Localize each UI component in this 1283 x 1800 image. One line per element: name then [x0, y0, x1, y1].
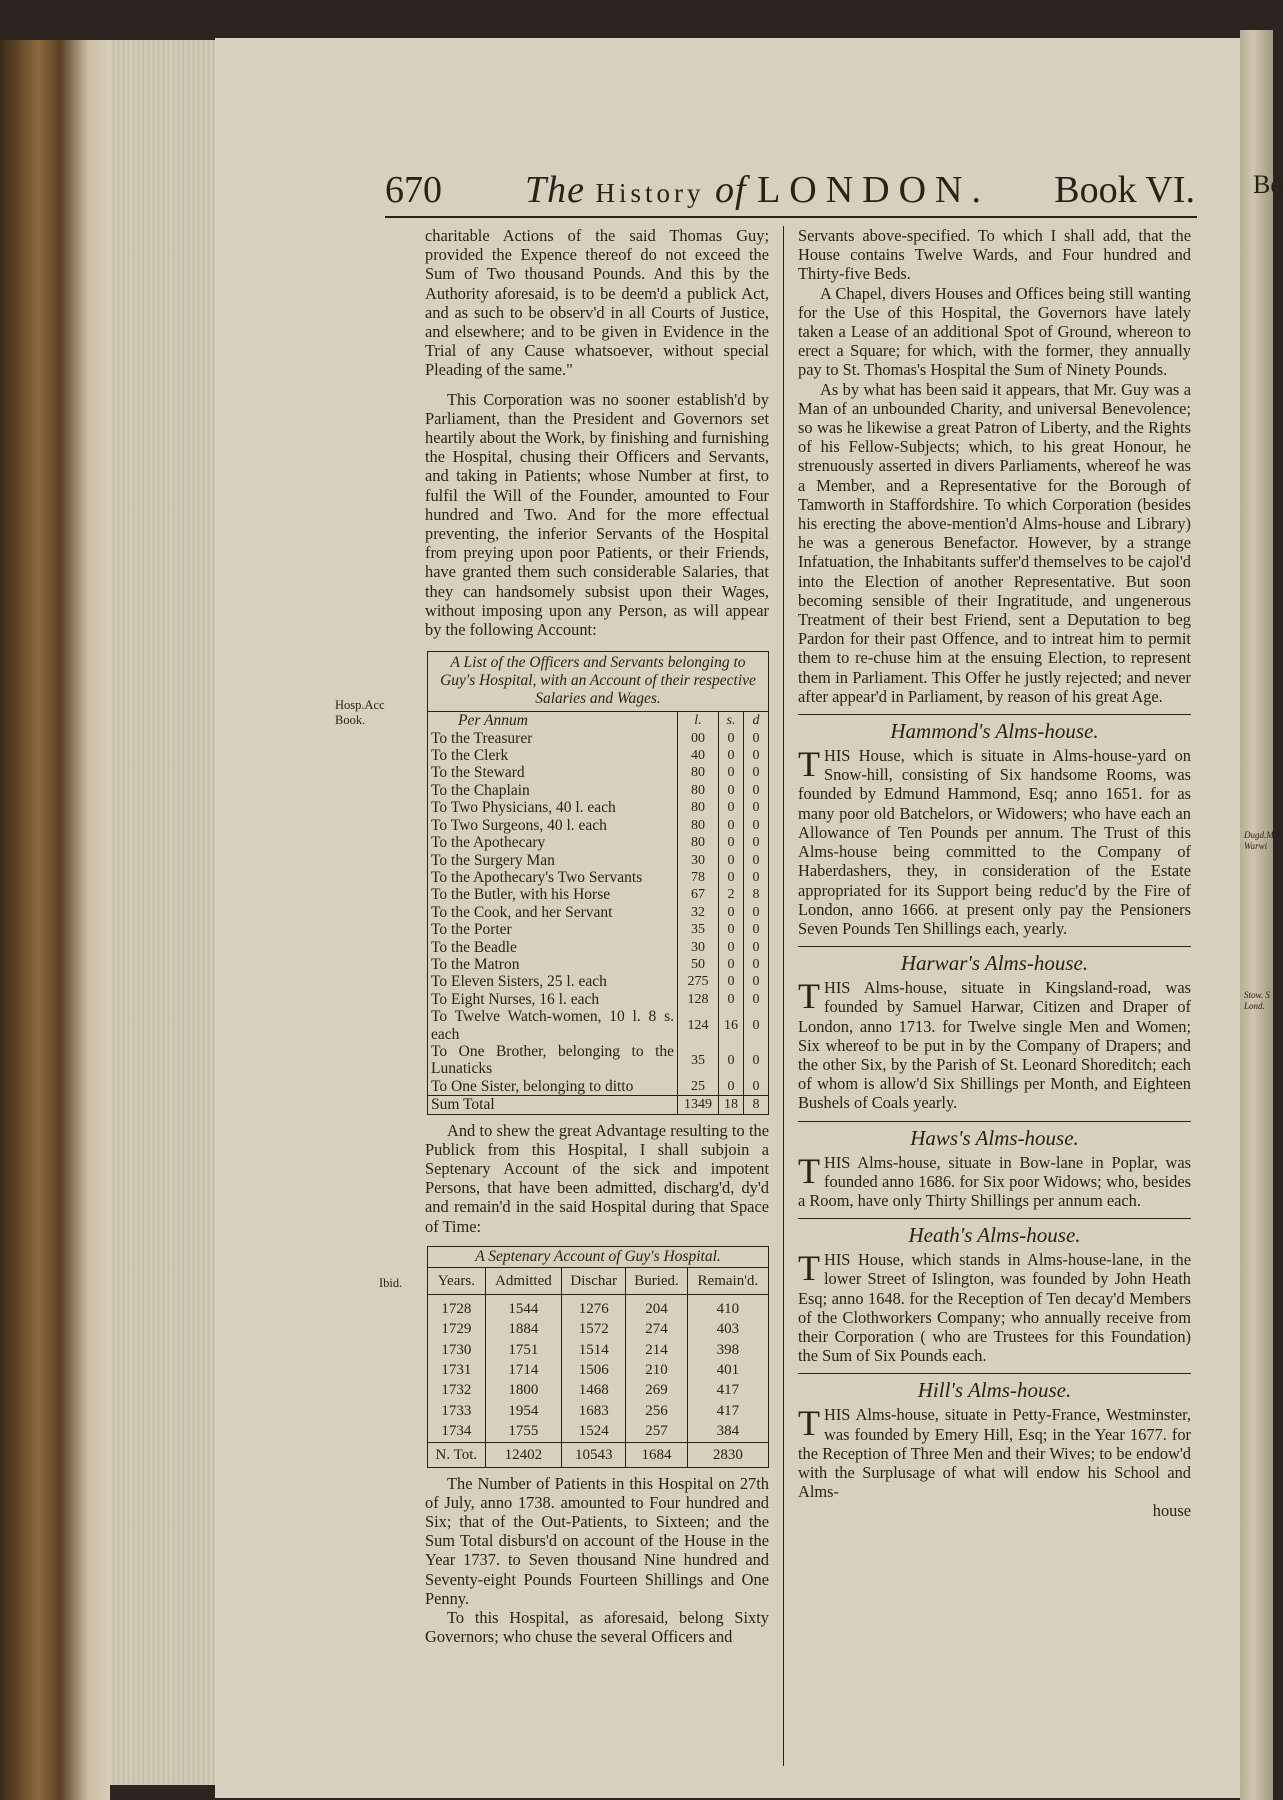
cell: 1514: [562, 1340, 626, 1360]
drop-cap: T: [798, 1150, 820, 1191]
cell: 1684: [626, 1442, 687, 1467]
section-body: HIS House, which stands in Alms-house-lane, in the lower Street of Islington, was founded by John Heath Esq; anno 1648. for the Reception of Ten decay'd Members of the Clothworkers Company; who annually receive from their Corporation ( who are Trustees for this Foundation) the Sum of Six Pounds each.: [798, 1250, 1191, 1366]
pence-cell: 0: [744, 1043, 769, 1078]
row-label: To Eight Nurses, 16 l. each: [431, 990, 600, 1008]
pounds-cell: 275: [678, 973, 719, 990]
book-label: Book VI.: [1054, 169, 1195, 211]
cell: 257: [626, 1421, 687, 1442]
shillings-cell: 0: [719, 764, 744, 781]
pounds-cell: 128: [678, 991, 719, 1008]
cell: 1954: [485, 1401, 561, 1421]
paragraph: As by what has been said it appears, that Mr. Guy was a Man of an unbounded Charity, and universal Benevolence; so was he likewise a great Patron of Liberty, and the Rights of his Fellow-Subjects; which, to his great Honour, he strenuously asserted in divers Parliaments, whereof he was a Member, and a Representative for the Borough of Tamworth in Staffordshire. To which Corporation (besides his erecting the above-mention'd Alms-house and Library) he was a generous Benefactor. However, by a strange Infatuation, the Inhabitants suffer'd themselves to be cajol'd into the Election of another Representative. But soon becoming sensible of their Ingratitude, and ungenerous Treatment of their best Friend, sent a Deputation to beg Pardon for their past Offence, and to intreat him to permit them to re-chuse him at the ensuing Election, to represent them in Parliament. This Offer he justly rejected; and never after appear'd in Parliament, by reason of his great Age.: [798, 379, 1191, 706]
table-row: [428, 904, 768, 921]
cell: 1731: [441, 1362, 472, 1379]
shillings-cell: 0: [719, 852, 744, 869]
drop-cap: T: [798, 1403, 820, 1444]
pounds-cell: 50: [678, 956, 719, 973]
table-row: [428, 1401, 768, 1421]
row-label: To the Butler, with his Horse: [431, 886, 611, 904]
shillings-cell: 0: [719, 730, 744, 747]
cell: 384: [687, 1421, 768, 1442]
cell: 1755: [485, 1421, 561, 1442]
cell: 2830: [687, 1442, 768, 1467]
shillings-cell: 0: [719, 939, 744, 956]
pounds-cell: 00: [678, 730, 719, 747]
section-text: [798, 746, 1191, 938]
shillings-cell: 0: [719, 991, 744, 1008]
shillings-cell: 16: [719, 1008, 744, 1043]
cell: 10543: [562, 1442, 626, 1467]
row-label: To Two Physicians, 40 l. each: [431, 799, 616, 817]
cell: 417: [687, 1380, 768, 1400]
paragraph: And to shew the great Advantage resulting to the Publick from this Hospital, I shall subjoin a Septenary Account of the sick and impotent Persons, that have been admitted, discharg'd, dy'd and remain'd in the said Hospital during that Space of Time:: [425, 1120, 769, 1236]
pence-cell: 8: [744, 886, 769, 903]
cell: 1751: [485, 1340, 561, 1360]
pence-cell: 0: [744, 730, 769, 747]
cell: 1714: [485, 1360, 561, 1380]
table-row: [428, 764, 768, 781]
pounds-cell: 80: [678, 782, 719, 799]
section-body: HIS Alms-house, situate in Bow-lane in Poplar, was founded anno 1686. for Six poor Widows; who, besides a Room, have only Thirty Shillings per annum each.: [798, 1152, 1191, 1210]
total-row: [428, 1442, 768, 1467]
row-label: To the Treasurer: [431, 729, 533, 747]
table-row: [428, 1421, 768, 1442]
table-row: [428, 1078, 768, 1096]
table-row: [428, 852, 768, 869]
table-row: [428, 991, 768, 1008]
table-header-row: [428, 1268, 768, 1295]
shillings-cell: 0: [719, 747, 744, 764]
table-header-row: [428, 712, 768, 729]
facing-page-head: Bo: [1253, 170, 1283, 199]
cell: 1683: [562, 1401, 626, 1421]
row-label: To Eleven Sisters, 25 l. each: [431, 973, 607, 991]
section-text: [798, 1405, 1191, 1501]
pounds-cell: 35: [678, 921, 719, 938]
drop-cap: T: [798, 744, 820, 785]
pence-cell: 0: [744, 991, 769, 1008]
table-row: [428, 1340, 768, 1360]
table-row: [428, 956, 768, 973]
shillings-cell: 0: [719, 817, 744, 834]
header-cell: Remain'd.: [687, 1268, 768, 1295]
cell: 1728: [441, 1300, 472, 1317]
table-row: [428, 834, 768, 851]
cell: 1506: [562, 1360, 626, 1380]
header-cell: Years.: [428, 1268, 485, 1295]
header-cell: Per Annum: [458, 712, 528, 730]
table-row: [428, 1319, 768, 1339]
header-cell: Admitted: [485, 1268, 561, 1295]
title-the: The: [525, 169, 585, 211]
total-pounds: 1349: [678, 1096, 719, 1114]
shillings-cell: 0: [719, 782, 744, 799]
row-label: To the Chaplain: [431, 781, 530, 799]
pounds-cell: 80: [678, 799, 719, 816]
table-row: [428, 869, 768, 886]
header-cell: Buried.: [626, 1268, 687, 1295]
pounds-cell: 80: [678, 834, 719, 851]
drop-cap: T: [798, 976, 820, 1017]
catchword: house: [1152, 1501, 1191, 1521]
cell: 1468: [562, 1380, 626, 1400]
cell: 1544: [485, 1294, 561, 1319]
row-label: To Two Surgeons, 40 l. each: [431, 816, 607, 834]
cell: 1884: [485, 1319, 561, 1339]
cell: 1572: [562, 1319, 626, 1339]
table-row: [428, 730, 768, 747]
shillings-cell: 0: [719, 799, 744, 816]
pence-cell: 0: [744, 1078, 769, 1096]
table-row: [428, 1360, 768, 1380]
row-label: To One Brother, belonging to the Lunaticks: [431, 1042, 674, 1078]
pence-cell: 0: [744, 764, 769, 781]
facing-margin-note: Dugd.M. Warwi: [1244, 830, 1276, 851]
row-label: To the Clerk: [431, 747, 509, 765]
pence-cell: 0: [744, 904, 769, 921]
running-header: [385, 168, 1197, 218]
pounds-cell: 30: [678, 852, 719, 869]
pence-cell: 0: [744, 817, 769, 834]
pence-cell: 0: [744, 852, 769, 869]
section-body: HIS Alms-house, situate in Kingsland-road, was founded by Samuel Harwar, Citizen and Draper of London, anno 1713. for Twelve single Men and Women; Six whereof to be put in by the Company of Drapers; and the other Six, by the Parish of St. Leonard Shoreditch; each of whom is allow'd Six Shillings per Month, and Eighteen Bushels of Coals yearly.: [798, 978, 1191, 1113]
section-text: [798, 1250, 1191, 1365]
title-london: LONDON.: [757, 169, 990, 211]
cell: 204: [626, 1294, 687, 1319]
shillings-cell: 0: [719, 956, 744, 973]
table-row: [428, 1043, 768, 1078]
shillings-cell: 0: [719, 973, 744, 990]
row-label: To the Cook, and her Servant: [431, 903, 613, 921]
table-row: [428, 782, 768, 799]
total-row: [428, 1096, 768, 1114]
table-row: [428, 1008, 768, 1043]
cell: N. Tot.: [428, 1442, 485, 1467]
cell: 1729: [441, 1321, 472, 1338]
row-label: To Twelve Watch-women, 10 l. 8 s. each: [431, 1008, 674, 1043]
pence-cell: 0: [744, 1008, 769, 1043]
pence-cell: 0: [744, 869, 769, 886]
right-column: [798, 226, 1191, 1521]
paragraph: Servants above-specified. To which I shall add, that the House contains Twelve Wards, and Four hundred and Thirty-five Beds.: [798, 226, 1191, 284]
section-text: [798, 1150, 1191, 1211]
row-label: To One Sister, belonging to ditto: [431, 1077, 634, 1095]
table-row: [428, 921, 768, 938]
septenary-table-title: A Septenary Account of Guy's Hospital.: [428, 1247, 768, 1268]
cell: 401: [687, 1360, 768, 1380]
title-of: of: [715, 169, 747, 211]
facing-page-sliver: [1240, 30, 1283, 1800]
section-title: Haws's Alms-house.: [798, 1121, 1191, 1151]
cell: 417: [687, 1401, 768, 1421]
pence-cell: 0: [744, 973, 769, 990]
row-label: To the Matron: [431, 955, 520, 973]
left-column: [425, 226, 769, 1647]
cell: 210: [626, 1360, 687, 1380]
pence-cell: 0: [744, 921, 769, 938]
cell: 1732: [441, 1382, 472, 1399]
title-history: History: [595, 178, 705, 208]
officers-salary-table: [427, 651, 769, 1114]
section-text: [798, 978, 1191, 1112]
pence-cell: 0: [744, 782, 769, 799]
header-cell: Dischar: [562, 1268, 626, 1295]
paragraph: The Number of Patients in this Hospital on 27th of July, anno 1738. amounted to Four hundred and Six; that of the Out-Patients, to Sixteen; and the Sum Total disburs'd on account of the House in the Year 1737. to Seven thousand Nine hundred and Seventy-eight Pounds Fourteen Shillings and One Penny.: [425, 1473, 769, 1608]
page-stack-edge: [110, 40, 220, 1785]
shillings-cell: 0: [719, 869, 744, 886]
cell: 274: [626, 1319, 687, 1339]
pounds-cell: 67: [678, 886, 719, 903]
row-label: To the Porter: [431, 921, 512, 939]
table-row: [428, 747, 768, 764]
paragraph: A Chapel, divers Houses and Offices being still wanting for the Use of this Hospital, the Governors have lately taken a Lease of an additional Spot of Ground, whereon to erect a Square; for which, with the former, they annually pay to St. Thomas's Hospital the Sum of Ninety Pounds.: [798, 283, 1191, 380]
pounds-cell: 35: [678, 1043, 719, 1078]
cell: 1524: [562, 1421, 626, 1442]
drop-cap: T: [798, 1248, 820, 1289]
pence-cell: 0: [744, 747, 769, 764]
paragraph: charitable Actions of the said Thomas Guy; provided the Expence thereof do not exceed the Sum of Two thousand Pounds. And this by the Authority aforesaid, is to be deem'd a publick Act, and as such to be observ'd in all Courts of Justice, and elsewhere; and to be given in Evidence in the Trial of any Cause whatsoever, without special Pleading of the same.": [425, 226, 769, 380]
septenary-table: [427, 1246, 769, 1468]
pounds-cell: 78: [678, 869, 719, 886]
table-row: [428, 939, 768, 956]
section-body: HIS House, which is situate in Alms-house-yard on Snow-hill, consisting of Six handsome Rooms, was founded by Edmund Hammond, Esq; anno 1651. for as many poor old Batchelors, or Widowers; who have each an Allowance of Ten Pounds per annum. The Trust of this Alms-house being committed to the Company of Haberdashers, they, in consideration of the Estate appropriated for its Support being reduc'd by the Fire of London, anno 1666. at present only pay the Pensioners Seven Pounds Ten Shillings each, yearly.: [798, 746, 1191, 938]
header-cell: s.: [719, 712, 744, 729]
paragraph: To this Hospital, as aforesaid, belong Sixty Governors; who chuse the several Officers and: [425, 1608, 769, 1647]
pence-cell: 0: [744, 939, 769, 956]
pence-cell: 0: [744, 956, 769, 973]
table-row: [428, 973, 768, 990]
shillings-cell: 0: [719, 904, 744, 921]
table-row: [428, 886, 768, 903]
row-label: To the Steward: [431, 764, 525, 782]
cell: 256: [626, 1401, 687, 1421]
row-label: To the Beadle: [431, 938, 517, 956]
row-label: To the Surgery Man: [431, 851, 555, 869]
page-number: 670: [385, 169, 442, 211]
pence-cell: 0: [744, 834, 769, 851]
book-spine-edge: [0, 40, 110, 1800]
section-title: Hill's Alms-house.: [798, 1373, 1191, 1403]
row-label: To the Apothecary: [431, 834, 546, 852]
shillings-cell: 0: [719, 1078, 744, 1096]
paragraph: This Corporation was no sooner establish'd by Parliament, than the President and Governors set heartily about the Work, by finishing and furnishing the Hospital, chusing their Officers and Servants, and taking in Patients; whose Number at first, to fulfil the Will of the Founder, amounted to Four hundred and Two. And for the more effectual preventing, the inferior Servants of the Hospital from preying upon poor Patients, or their Friends, have granted them such considerable Salaries, that they can handsomely subsist upon their Wages, without imposing upon any Person, as will appear by the following Account:: [425, 389, 769, 640]
running-title: [525, 168, 990, 212]
total-shillings: 18: [719, 1096, 744, 1114]
section-title: Hammond's Alms-house.: [798, 714, 1191, 744]
cell: 1733: [441, 1402, 472, 1419]
officers-table-title: A List of the Officers and Servants belonging to Guy's Hospital, with an Account of their respective Salaries and Wages.: [428, 652, 768, 712]
cell: 403: [687, 1319, 768, 1339]
section-body: HIS Alms-house, situate in Petty-France, Westminster, was founded by Emery Hill, Esq; in the Year 1677. for the Reception of Three Men and their Wives; to be endow'd with the Surplusage of what will endow his School and Alms-: [798, 1405, 1191, 1502]
shillings-cell: 0: [719, 1043, 744, 1078]
table-row: [428, 799, 768, 816]
pounds-cell: 30: [678, 939, 719, 956]
margin-note-hosp-acc: Hosp.Acc Book.: [335, 698, 385, 727]
table-row: [428, 817, 768, 834]
table-row: [428, 1380, 768, 1400]
column-rule: [783, 226, 784, 1766]
total-pence: 8: [744, 1096, 769, 1114]
section-title: Heath's Alms-house.: [798, 1218, 1191, 1248]
cell: 269: [626, 1380, 687, 1400]
facing-margin-note: Stow. S Lond.: [1244, 990, 1270, 1011]
cell: 1800: [485, 1380, 561, 1400]
header-cell: d: [744, 712, 769, 729]
shillings-cell: 0: [719, 834, 744, 851]
pounds-cell: 25: [678, 1078, 719, 1096]
pounds-cell: 80: [678, 764, 719, 781]
header-cell: l.: [678, 712, 719, 729]
shillings-cell: 0: [719, 921, 744, 938]
total-label: Sum Total: [428, 1096, 678, 1114]
pounds-cell: 124: [678, 1008, 719, 1043]
row-label: To the Apothecary's Two Servants: [431, 868, 643, 886]
pounds-cell: 80: [678, 817, 719, 834]
cell: 12402: [485, 1442, 561, 1467]
section-title: Harwar's Alms-house.: [798, 946, 1191, 976]
pounds-cell: 32: [678, 904, 719, 921]
cell: 410: [687, 1294, 768, 1319]
cell: 398: [687, 1340, 768, 1360]
cell: 1276: [562, 1294, 626, 1319]
table-row: [428, 1294, 768, 1319]
pence-cell: 0: [744, 799, 769, 816]
cell: 1734: [441, 1423, 472, 1440]
margin-note-ibid: Ibid.: [379, 1276, 403, 1290]
cell: 214: [626, 1340, 687, 1360]
cell: 1730: [441, 1341, 472, 1358]
shillings-cell: 2: [719, 886, 744, 903]
pounds-cell: 40: [678, 747, 719, 764]
